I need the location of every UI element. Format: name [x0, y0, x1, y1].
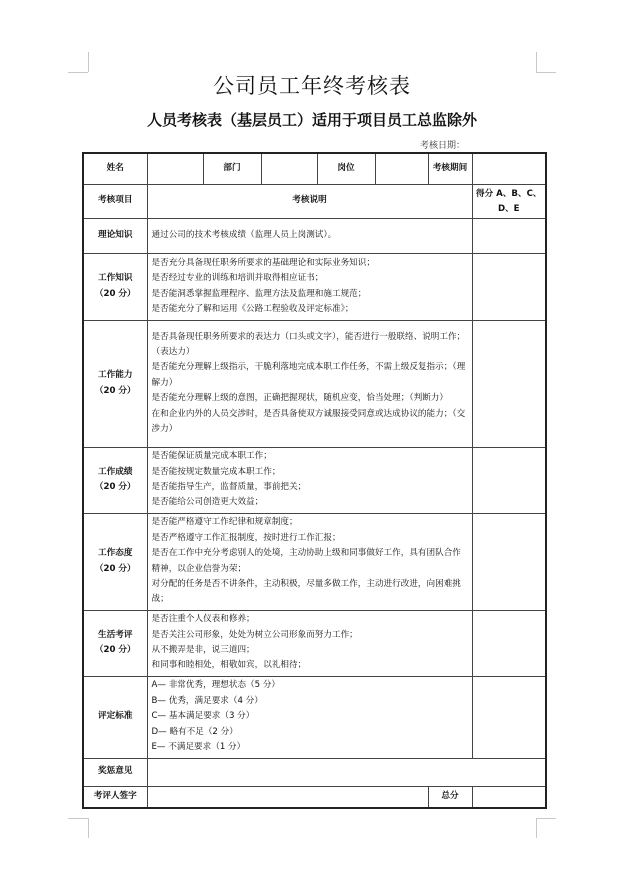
reviewer-signature-field[interactable] [147, 786, 428, 808]
position-field[interactable] [375, 153, 428, 184]
table-row [83, 610, 546, 676]
crop-mark [536, 52, 537, 72]
reward-field[interactable] [147, 758, 546, 786]
score-column-header: 得分 A、B、C、D、E [472, 184, 546, 218]
row-description: 是否能保证质量完成本职工作； 是否能按规定数量完成本职工作； 是否能指导生产，监督质量，事前把关； 是否能给公司创造更大效益； [147, 447, 472, 513]
assessment-date-label: 考核日期： [420, 141, 466, 151]
document-title: 公司员工年终考核表 [213, 74, 411, 98]
crop-mark [536, 818, 537, 838]
header-row [83, 153, 546, 184]
row-label: 生活考评 （20 分） [83, 610, 147, 676]
document-subtitle: 人员考核表（基层员工）适用于项目员工总监除外 [146, 111, 477, 129]
signature-row [83, 786, 546, 808]
score-field[interactable] [472, 513, 546, 610]
score-field[interactable] [472, 610, 546, 676]
score-field[interactable] [472, 320, 546, 447]
row-label: 工作知识 （20 分） [83, 253, 147, 320]
department-label: 部门 [203, 153, 261, 184]
total-score-label: 总分 [428, 786, 472, 808]
period-field[interactable] [472, 153, 546, 184]
row-description: A— 非常优秀，理想状态（5 分） B— 优秀，满足要求（4 分） C— 基本满足要求（3 分） D— 略有不足（2 分） E— 不满足要求（1 分） [147, 676, 472, 758]
score-field[interactable] [472, 253, 546, 320]
crop-mark [536, 818, 556, 819]
row-description: 是否能严格遵守工作纪律和规章制度； 是否严格遵守工作汇报制度，按时进行工作汇报； 是否在工作中充分考虑别人的处境，主动协助上级和同事做好工作，具有团队合作精神，以企业信誉为荣； 对分配的任务是否不讲条件，主动积极，尽量多做工作，主动进行改进，向困难挑战； [147, 513, 472, 610]
table-row [83, 320, 546, 447]
name-field[interactable] [147, 153, 203, 184]
reward-row [83, 758, 546, 786]
description-column-header: 考核说明 [147, 184, 472, 218]
score-field[interactable] [472, 218, 546, 253]
period-label: 考核期间 [428, 153, 472, 184]
assessment-form-table [82, 152, 547, 809]
row-label: 工作能力 （20 分） [83, 320, 147, 447]
table-row [83, 513, 546, 610]
crop-mark [68, 818, 88, 819]
row-label: 工作态度 （20 分） [83, 513, 147, 610]
row-description: 通过公司的技术考核成绩（监理人员上岗测试）。 [147, 218, 472, 253]
table-row [83, 447, 546, 513]
row-description: 是否充分具备现任职务所要求的基础理论和实际业务知识； 是否经过专业的训练和培训并取得相应证书； 是否能洞悉掌握监理程序、监理方法及监理和施工规范； 是否能充分了解和运用《公路工程验收及评定标准》； [147, 253, 472, 320]
score-field[interactable] [472, 447, 546, 513]
name-label: 姓名 [83, 153, 147, 184]
column-header-row [83, 184, 546, 218]
crop-mark [88, 818, 89, 838]
reward-label: 奖惩意见 [83, 758, 147, 786]
row-description: 是否注重个人仪表和修养； 是否关注公司形象，处处为树立公司形象而努力工作； 从不搬弄是非，说三道四； 和同事和睦相处，相敬如宾，以礼相待； [147, 610, 472, 676]
row-label: 评定标准 [83, 676, 147, 758]
table-row [83, 218, 546, 253]
department-field[interactable] [261, 153, 317, 184]
item-column-header: 考核项目 [83, 184, 147, 218]
total-score-field[interactable] [472, 786, 546, 808]
reviewer-signature-label: 考评人签字 [83, 786, 147, 808]
score-field[interactable] [472, 676, 546, 758]
crop-mark [88, 52, 89, 72]
row-label: 工作成绩 （20 分） [83, 447, 147, 513]
position-label: 岗位 [317, 153, 375, 184]
row-description: 是否具备现任职务所要求的表达力（口头或文字），能否进行一般联络、说明工作；（表达力） 是否能充分理解上级指示，干脆利落地完成本职工作任务，不需上级反复指示；（理解力） 是否能充分理解上级的意图，正确把握现状，随机应变，恰当处理；（判断力） 在和企业内外的人员交涉时，是否具备使双方诚服接受同意或达成协议的能力；（交涉力） [147, 320, 472, 447]
row-label: 理论知识 [83, 218, 147, 253]
table-row [83, 253, 546, 320]
table-row [83, 676, 546, 758]
